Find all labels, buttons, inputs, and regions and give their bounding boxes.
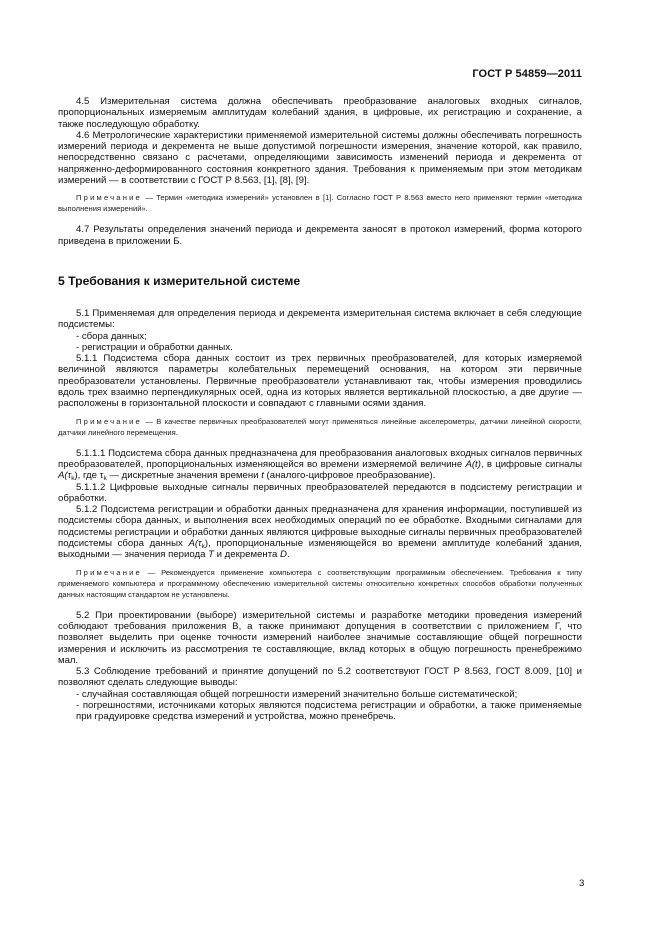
note-text: — Рекомендуется применение компьютера с соответствующим программным обеспечением. Требования к типу применяемого компьютера и программному обеспечению измерительной системы относительно конкретных способов обработки полученных данных настоящим стандартом не установлены. <box>58 567 582 599</box>
standard-header: ГОСТ Р 54859—2011 <box>472 68 582 80</box>
note-label: Примечание <box>76 416 142 426</box>
list-item: - регистрации и обработки данных. <box>76 341 233 353</box>
section-5-title: 5 Требования к измерительной системе <box>58 273 301 288</box>
paragraph-5-1-1-1: 5.1.1.1 Подсистема сбора данных предназначена для преобразования аналоговых входных сигналов первичных преобразователей, пропорциональных изменяющейся во времени измеряемой величине A(t), в цифровые сигналы $A(\tau_k)$, где $\tau_k$ — дискретные значения времени t (аналого-цифровое преобразование). <box>58 447 582 483</box>
paragraph-4-6: 4.6 Метрологические характеристики применяемой измерительной системы должны обеспечивать погрешность измерений периода и декремента не выше допустимой погрешности измерения, значение которой, как правило, непосредственно связано с расчетами, определяющими зависимость изменений периода и декремента от напряженно-деформированного состояния конкретного здания. Требования к применяемым при этом методикам измерений — в соответствии с ГОСТ Р 8.563, [1], [8], [9]. <box>58 129 582 187</box>
note-2 <box>58 416 582 438</box>
paragraph-5-1-1: 5.1.1 Подсистема сбора данных состоит из трех первичных преобразователей, для которых измеряемой величиной являются параметры колебательных перемещений основания, на котором эти первичные преобразователи установлены. Первичные преобразователи устанавливают так, чтобы измерения проводились вдоль трех взаимно перпендикулярных осей, одна из которых является вертикальной плоскостью, а две другие — расположены в горизонтальной плоскости и совпадают с главными осями здания. <box>58 353 582 410</box>
note-label: Примечание <box>76 567 142 577</box>
paragraph-4-5: 4.5 Измерительная система должна обеспечивать преобразование аналоговых входных сигналов, пропорциональных измеряемым амплитудам колебаний здания, в цифровые, их регистрацию и сохранение, а также последующую обработку. <box>58 96 582 130</box>
paragraph-5-3: 5.3 Соблюдение требований и принятие допущений по 5.2 соответствуют ГОСТ Р 8.563, ГОСТ 8.009, [10] и позволяют сделать следующие выводы: <box>58 666 582 689</box>
paragraph-4-7: 4.7 Результаты определения значений периода и декремента заносят в протокол измерений, форма которого приведена в приложении Б. <box>58 224 582 247</box>
document-body <box>58 96 582 723</box>
list-item: - погрешностями, источниками которых являются подсистема регистрации и обработки, а также применяемые при градуировке средства измерений и устройства, можно пренебречь. <box>76 699 582 723</box>
list-item: - случайная составляющая общей погрешности измерений значительно больше систематической; <box>76 688 518 700</box>
list-item: - сбора данных; <box>76 330 147 342</box>
note-text: — В качестве первичных преобразователей могут применяться линейные акселерометры, датчики линейной скорости, датчики линейного перемещения. <box>58 416 582 437</box>
note-1 <box>58 192 582 214</box>
paragraph-5-2: 5.2 При проектировании (выборе) измерительной системы и разработке методики проведения измерений соблюдают требования приложения В, а также принимают допущения в соответствии с приложением Г, что позволяет выделить при оценке точности измерений наиболее значимые составляющие общей погрешности измерения и исключить из рассмотрения те составляющие, вклад которых в общую погрешность пренебрежимо мал. <box>58 609 582 666</box>
note-3 <box>58 567 582 600</box>
note-label: Примечание <box>76 193 142 203</box>
paragraph-5-1: 5.1 Применяемая для определения периода и декремента измерительная система включает в себя следующие подсистемы: <box>58 307 582 331</box>
note-text: — Термин «методика измерений» установлен в [1]. Согласно ГОСТ Р 8.563 вместо него применяют термин «методика выполнения измерений». <box>58 193 582 214</box>
page-number: 3 <box>579 878 585 889</box>
paragraph-5-1-1-2: 5.1.1.2 Цифровые выходные сигналы первичных преобразователей передаются в подсистему регистрации и обработки. <box>58 481 582 504</box>
paragraph-5-1-2: 5.1.2 Подсистема регистрации и обработки данных предназначена для хранения информации, поступившей из подсистемы сбора данных, и выполнения всех необходимых операций по ее обработке. Входными сигналами для подсистемы регистрации и обработки данных являются цифровые выходные сигналы первичных преобразователей подсистемы сбора данных $A(\tau_k)$, пропорциональные изменяющейся во времени амплитуде колебаний здания, выходными — значения периода T и декремента D. <box>58 504 582 561</box>
